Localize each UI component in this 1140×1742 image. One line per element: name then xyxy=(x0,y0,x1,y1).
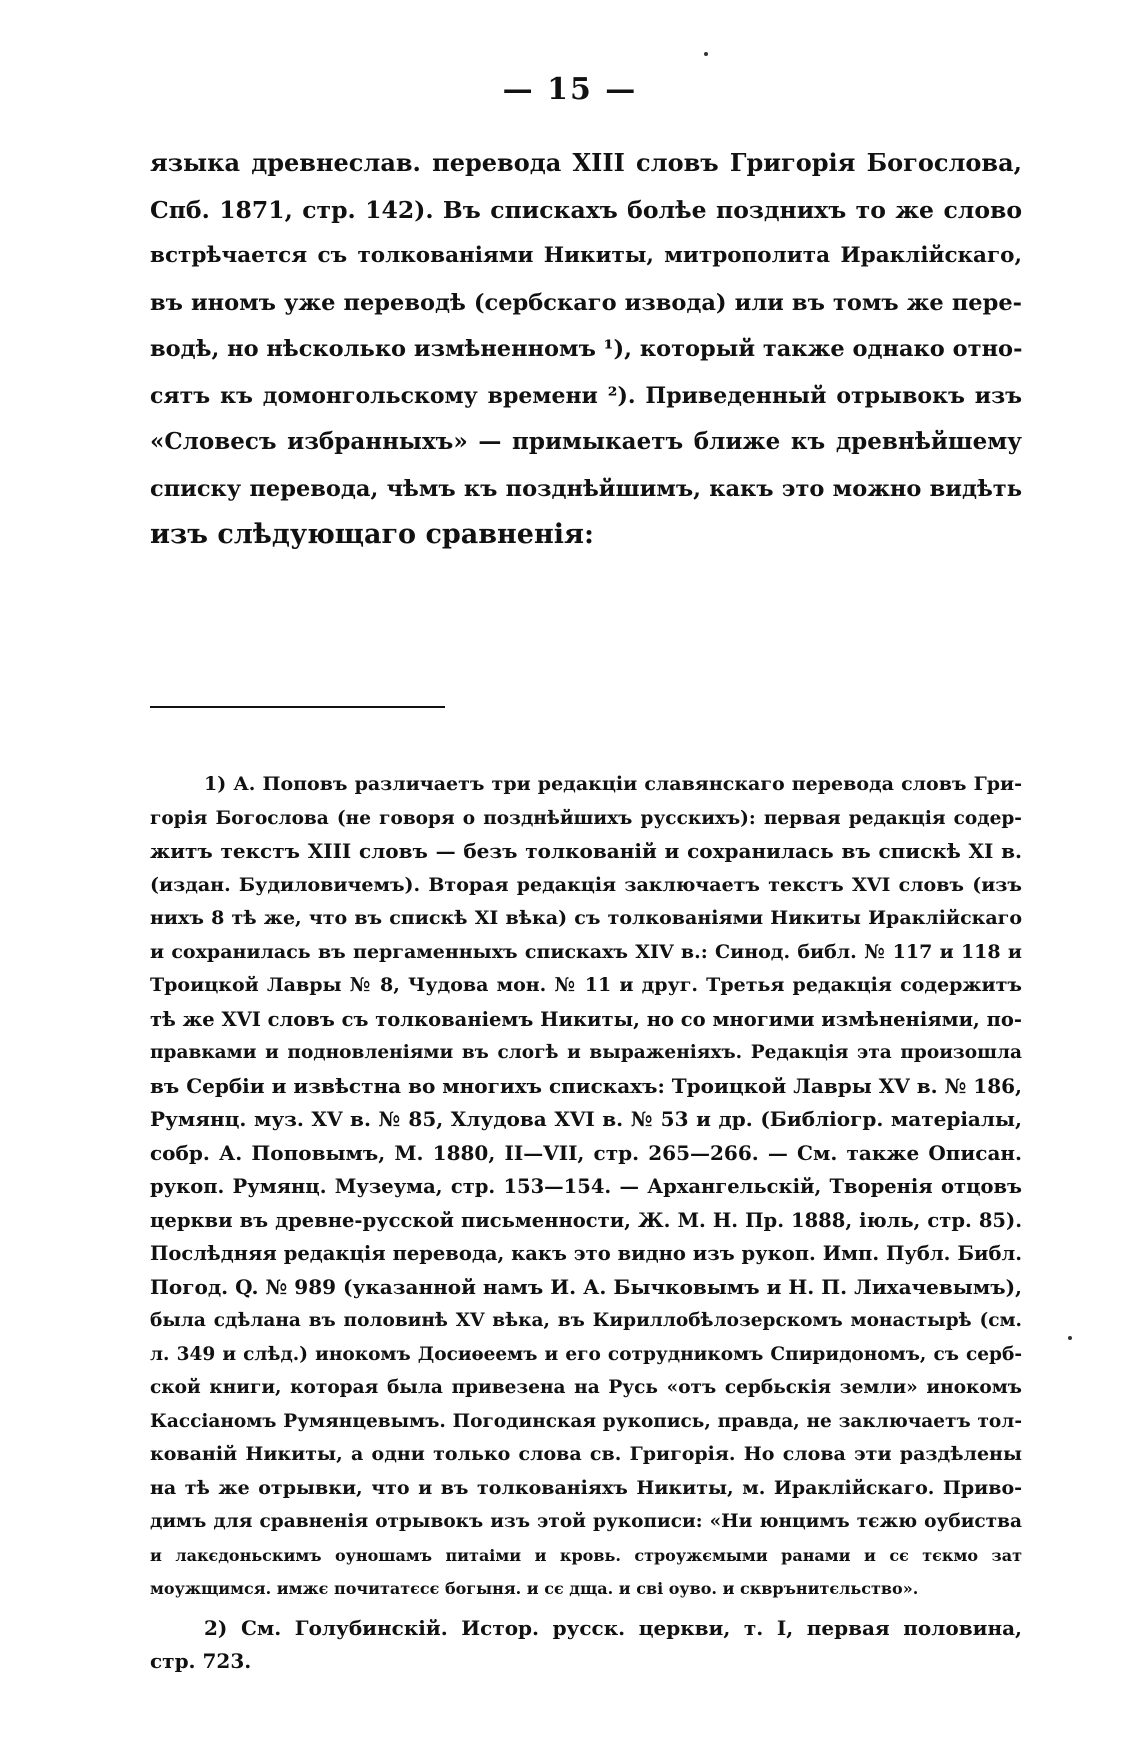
page-number: — 15 — xyxy=(502,72,638,107)
footnote-line: Кассіаномъ Румянцевымъ. Погодинская рукопись, правда, не заключаетъ тол- xyxy=(150,1410,1022,1432)
footnote-line: на тѣ же отрывки, что и въ толкованіяхъ Никиты, м. Ираклійскаго. Приво- xyxy=(150,1476,1022,1499)
footnote-1 xyxy=(150,768,1022,1606)
footnote-line: и сохранилась въ пергаменныхъ спискахъ XIV в.: Синод. библ. № 117 и 118 и xyxy=(150,940,1022,963)
text-line: «Словесъ избранныхъ» — примыкаетъ ближе къ древнѣйшему xyxy=(150,428,1022,455)
footnotes-section xyxy=(150,768,1022,1679)
footnote-line: церкви въ древне-русской письменности, Ж. М. Н. Пр. 1888, іюль, стр. 85). xyxy=(150,1208,1022,1232)
text-line: въ иномъ уже переводѣ (сербскаго извода) или въ томъ же пере- xyxy=(150,289,1022,316)
footnote-line: собр. А. Поповымъ, М. 1880, II—VII, стр. 265—266. — См. также Описан. xyxy=(150,1140,1022,1165)
footnote-line: правками и подновленіями въ слогѣ и выраженіяхъ. Редакція эта произошла xyxy=(150,1042,1022,1063)
footnote-line: была сдѣлана въ половинѣ XV вѣка, въ Кириллобѣлозерскомъ монастырѣ (см. xyxy=(150,1310,1022,1331)
footnote-line: кованій Никиты, а одни только слова св. Григорія. Но слова эти раздѣлены xyxy=(150,1443,1022,1465)
footnote-separator-rule xyxy=(150,706,445,708)
text-line: Спб. 1871, стр. 142). Въ спискахъ болѣе позднихъ то же слово xyxy=(150,195,1022,224)
text-line: встрѣчается съ толкованіями Никиты, митрополита Ираклійскаго, xyxy=(150,243,1022,268)
text-line: водѣ, но нѣсколько измѣненномъ ¹), который также однако отно- xyxy=(150,336,1023,362)
footnote-line: (издан. Будиловичемъ). Вторая редакція заключаетъ текстъ XVI словъ (изъ xyxy=(150,873,1022,896)
footnote-church-slavonic-line: моужщимся. имжє почитатєсє богыня. и сє дщa. и сві оуво. и скврънитєльство». xyxy=(150,1579,919,1598)
footnote-line: тѣ же XVI словъ съ толкованіемъ Никиты, но со многими измѣненіями, по- xyxy=(150,1007,1022,1031)
footnote-line: Троицкой Лавры № 8, Чудова мон. № 11 и друг. Третья редакція содержитъ xyxy=(150,974,1022,996)
footnote-line: стр. 723. xyxy=(150,1649,252,1673)
footnote-line: 2) См. Голубинскій. Истор. русск. церкви, т. I, первая половина, xyxy=(204,1615,1022,1640)
footnote-line: горія Богослова (не говоря о позднѣйшихъ русскихъ): первая редакція содер- xyxy=(150,807,1022,829)
footnote-2 xyxy=(150,1612,1022,1679)
footnote-church-slavonic-line: и лакєдоньскимъ оуношамъ питаіми и кровь. строужємыми ранами и сє тєкмо зат xyxy=(150,1545,1022,1565)
print-speck xyxy=(704,52,708,56)
footnote-line: рукоп. Румянц. Музеума, стр. 153—154. — Архангельскій, Творенія отцовъ xyxy=(150,1175,1022,1198)
text-line: языка древнеслав. перевода XIII словъ Григорія Богослова, xyxy=(150,148,1022,177)
footnote-line: Румянц. муз. XV в. № 85, Хлудова XVI в. № 53 и др. (Библіогр. матеріалы, xyxy=(150,1107,1022,1131)
text-line: списку перевода, чѣмъ къ позднѣйшимъ, какъ это можно видѣть xyxy=(150,475,1022,502)
footnote-line: димъ для сравненія отрывокъ изъ этой рукописи: «Ни юнцимъ тєжю оубиства xyxy=(150,1511,1022,1532)
footnote-line: 1) А. Поповъ различаетъ три редакціи славянскаго перевода словъ Гри- xyxy=(204,773,1022,795)
footnote-line: въ Сербіи и извѣстна во многихъ спискахъ: Троицкой Лавры XV в. № 186, xyxy=(150,1073,1022,1098)
main-paragraph xyxy=(150,140,1022,559)
footnote-line: нихъ 8 тѣ же, что въ спискѣ XI вѣка) съ толкованіями Никиты Ираклійскаго xyxy=(150,907,1022,929)
footnote-line: л. 349 и слѣд.) инокомъ Досиѳеемъ и его сотрудникомъ Спиридономъ, съ серб- xyxy=(150,1343,1022,1365)
footnote-line: Послѣдняя редакція перевода, какъ это видно изъ рукоп. Имп. Публ. Библ. xyxy=(150,1242,1022,1265)
footnote-line: житъ текстъ XIII словъ — безъ толкованій и сохранилась въ спискѣ XI в. xyxy=(150,839,1022,863)
footnote-line: ской книги, которая была привезена на Русь «отъ сербьскія земли» инокомъ xyxy=(150,1377,1022,1398)
footnote-line: Погод. Q. № 989 (указанной намъ И. А. Бычковымъ и Н. П. Лихачевымъ), xyxy=(150,1274,1022,1299)
print-speck xyxy=(1068,1336,1072,1340)
text-line: сятъ къ домонгольскому времени ²). Приведенный отрывокъ изъ xyxy=(150,382,1022,409)
text-line: изъ слѣдующаго сравненія: xyxy=(150,519,594,550)
